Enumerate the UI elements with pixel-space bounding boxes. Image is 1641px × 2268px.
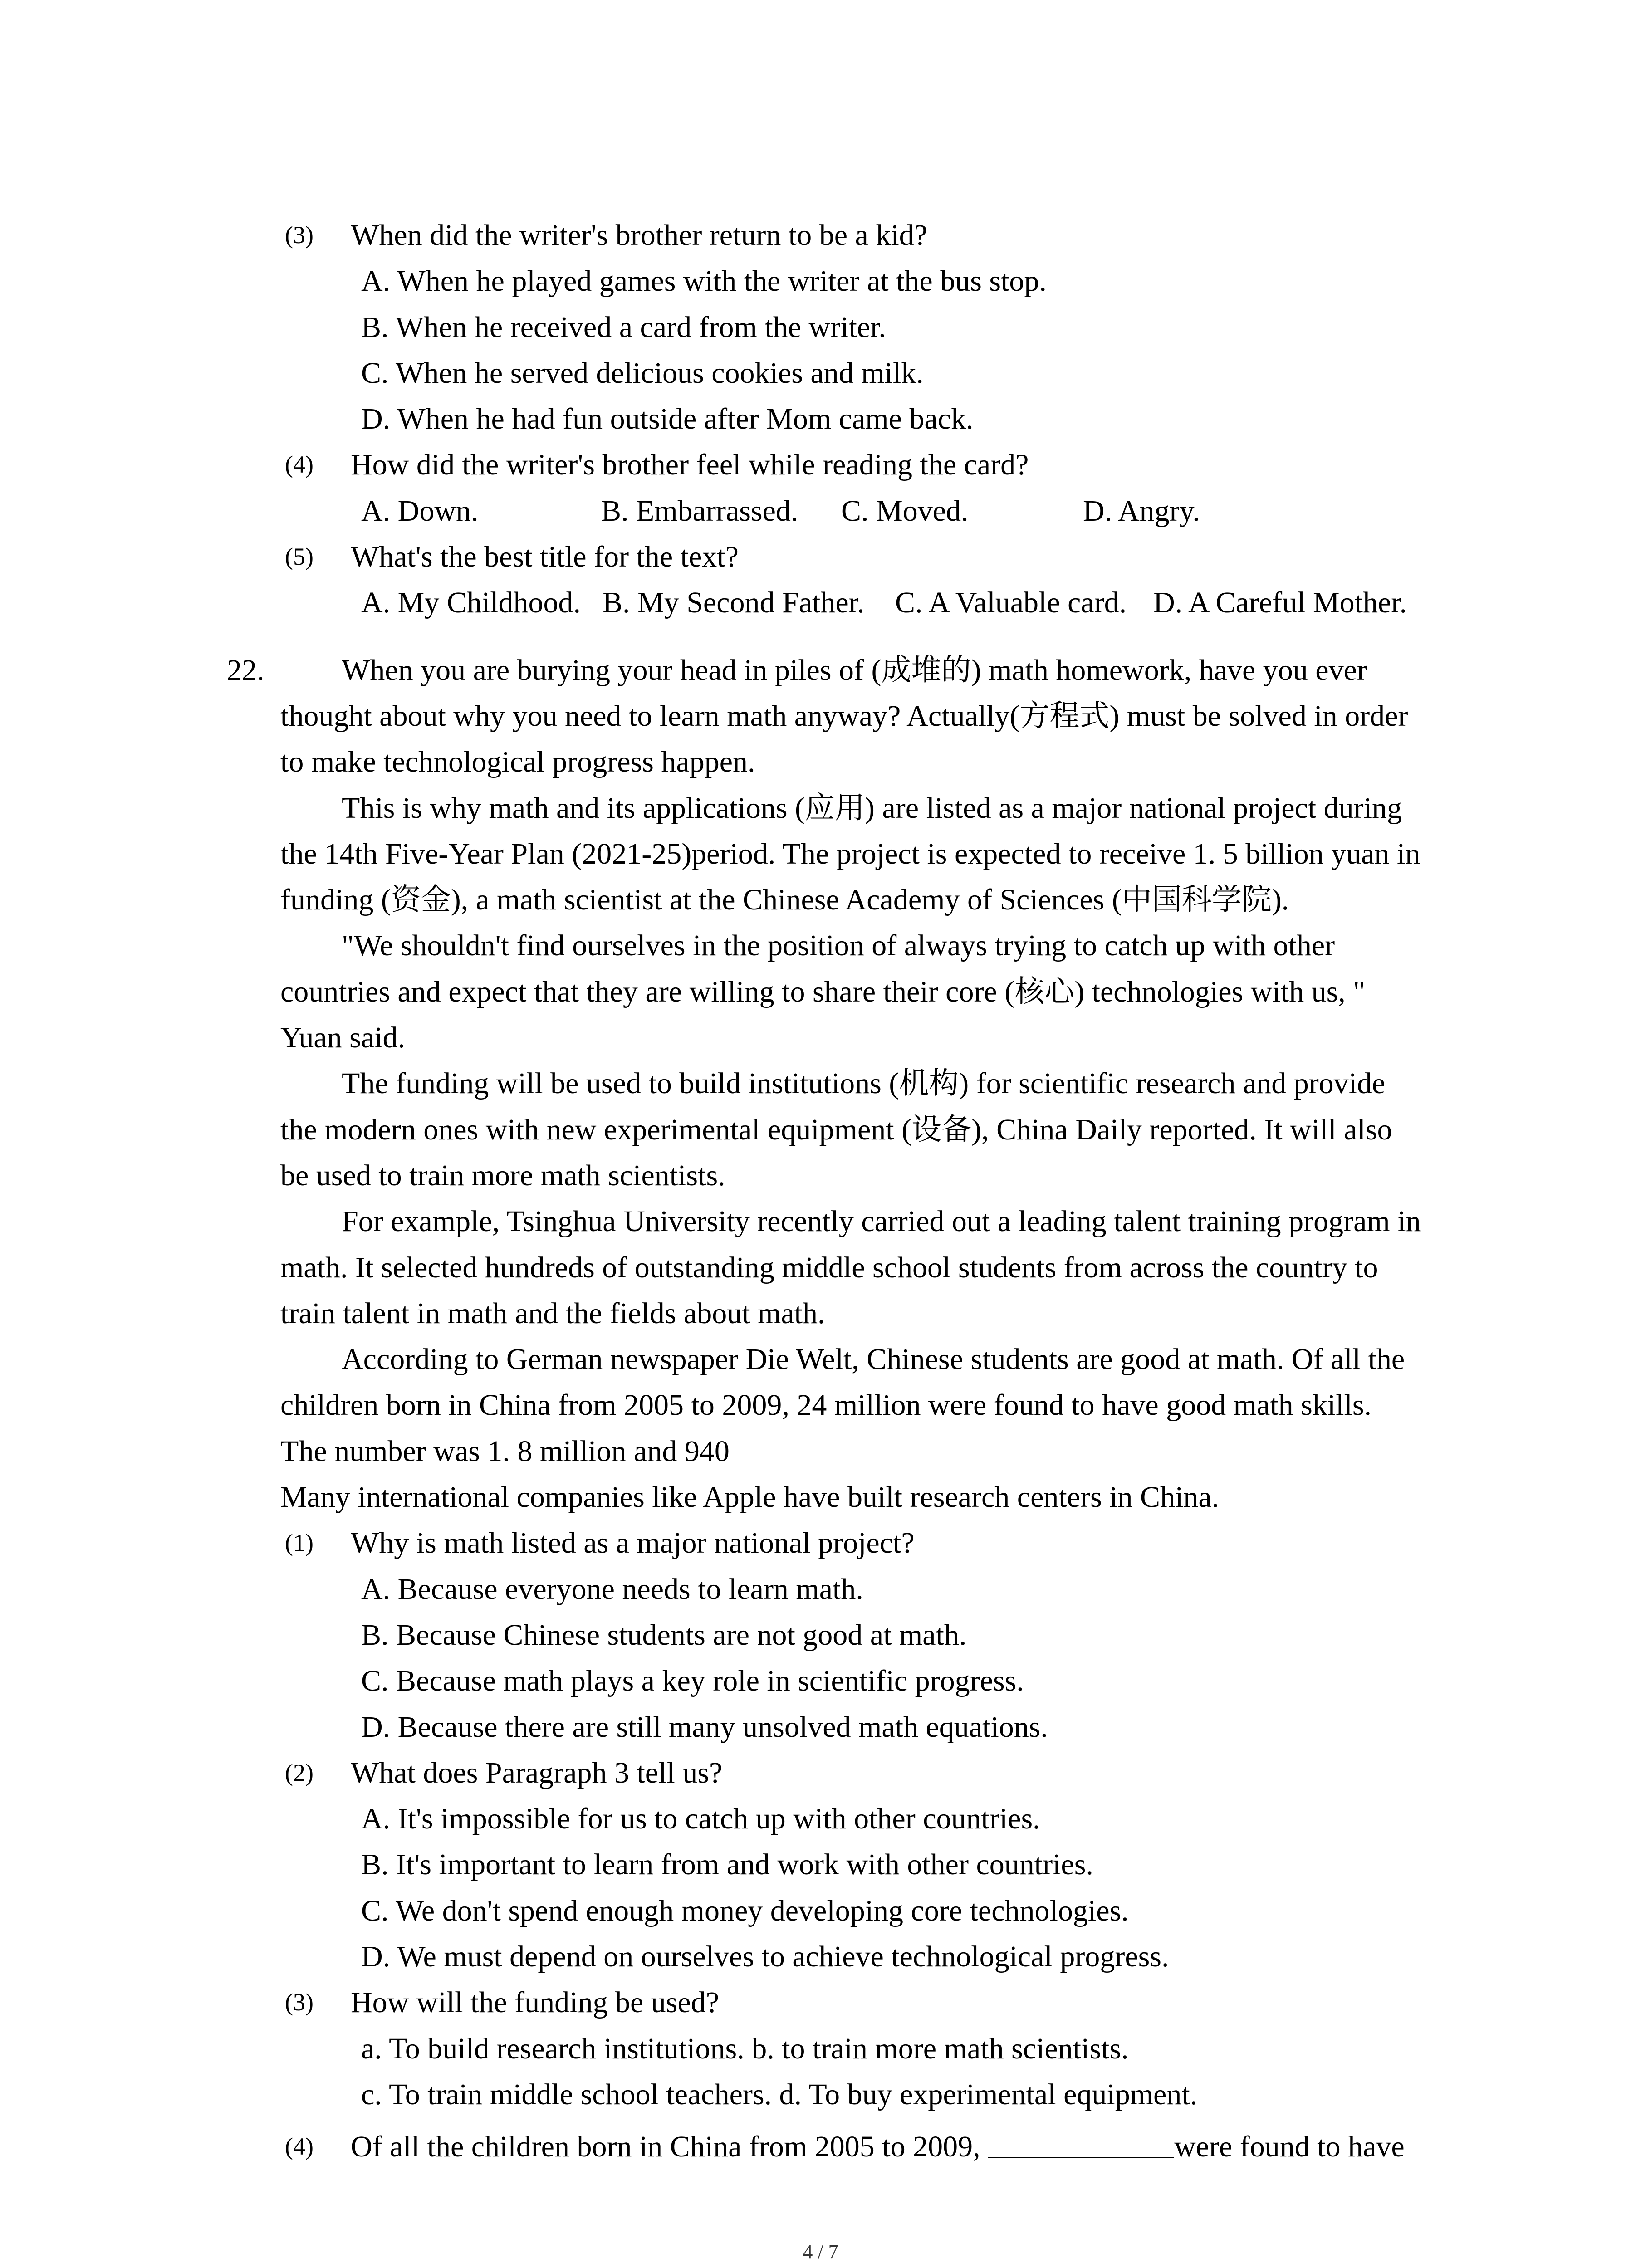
option-row xyxy=(0,580,1641,626)
option-row xyxy=(0,396,1641,442)
question-stem xyxy=(351,2124,1405,2170)
passage-text: Yuan said. xyxy=(280,1021,405,1055)
option-row xyxy=(0,2026,1641,2072)
passage-text: The funding will be used to build institutions (机构) for scientific research and provide xyxy=(342,1067,1386,1100)
question-stem: How will the funding be used? xyxy=(351,1986,720,2019)
question-number: 22. xyxy=(227,653,265,687)
stem-text-before: Of all the children born in China from 2005 to 2009, xyxy=(351,2130,988,2164)
option-a: A. My Childhood. xyxy=(361,586,581,620)
passage-line xyxy=(0,1428,1641,1474)
option-b: B. Embarrassed. xyxy=(601,494,798,528)
passage-text: For example, Tsinghua University recently carried out a leading talent training program in xyxy=(342,1205,1421,1238)
passage-text: children born in China from 2005 to 2009, 24 million were found to have good math skills. xyxy=(280,1388,1372,1422)
option-b: B. It's important to learn from and work with other countries. xyxy=(361,1848,1093,1882)
passage-line xyxy=(0,739,1641,785)
question-row xyxy=(0,534,1641,580)
passage-text: "We shouldn't find ourselves in the position of always trying to catch up with other xyxy=(342,929,1335,963)
option-c: C. Moved. xyxy=(841,494,969,528)
question-row xyxy=(0,2124,1641,2170)
question-number: (4) xyxy=(285,451,314,479)
passage-text: According to German newspaper Die Welt, Chinese students are good at math. Of all the xyxy=(342,1343,1405,1376)
passage-line xyxy=(0,1382,1641,1428)
question-stem: What does Paragraph 3 tell us? xyxy=(351,1756,723,1789)
option-row xyxy=(0,1842,1641,1887)
question-number: (2) xyxy=(285,1759,314,1786)
passage-line xyxy=(0,1474,1641,1520)
question-stem: How did the writer's brother feel while reading the card? xyxy=(351,448,1029,482)
passage-line xyxy=(0,1061,1641,1106)
question-number: (4) xyxy=(285,2133,314,2160)
option-c: C. Because math plays a key role in scientific progress. xyxy=(361,1664,1024,1698)
passage-text: When you are burying your head in piles of (成堆的) math homework, have you ever xyxy=(342,653,1367,687)
question-number: (3) xyxy=(285,221,314,249)
question-row xyxy=(0,1750,1641,1796)
option-d: D. Angry. xyxy=(1083,494,1200,528)
option-row xyxy=(0,258,1641,304)
option-a: A. Because everyone needs to learn math. xyxy=(361,1572,863,1606)
question-row xyxy=(0,1980,1641,2025)
page-content xyxy=(0,212,1641,2170)
passage-text: train talent in math and the fields about math. xyxy=(280,1296,825,1330)
passage-line xyxy=(0,1245,1641,1290)
option-cd: c. To train middle school teachers. d. To buy experimental equipment. xyxy=(361,2077,1198,2111)
passage-line xyxy=(0,1336,1641,1382)
option-row xyxy=(0,1566,1641,1612)
option-row xyxy=(0,1934,1641,1980)
option-row xyxy=(0,488,1641,534)
option-d: D. When he had fun outside after Mom came back. xyxy=(361,402,974,436)
option-a: A. When he played games with the writer at the bus stop. xyxy=(361,264,1047,298)
passage-text: countries and expect that they are willing to share their core (核心) technologies with us, " xyxy=(280,975,1366,1008)
option-row xyxy=(0,1796,1641,1842)
option-c: C. We don't spend enough money developing core technologies. xyxy=(361,1894,1129,1927)
question-number: (5) xyxy=(285,543,314,571)
passage-text: The number was 1. 8 million and 940 xyxy=(280,1434,730,1468)
option-d: D. A Careful Mother. xyxy=(1153,586,1407,620)
option-c: C. When he served delicious cookies and milk. xyxy=(361,356,924,390)
question-row xyxy=(0,212,1641,258)
stem-text-after: were found to have xyxy=(1174,2130,1405,2164)
question-number: (1) xyxy=(285,1529,314,1557)
question-stem: Why is math listed as a major national project? xyxy=(351,1526,915,1560)
option-c: C. A Valuable card. xyxy=(895,586,1127,620)
page-number: 4 / 7 xyxy=(803,2241,838,2263)
passage-line xyxy=(0,1290,1641,1336)
option-row xyxy=(0,1658,1641,1704)
option-ab: a. To build research institutions. b. to train more math scientists. xyxy=(361,2032,1129,2065)
passage-text: to make technological progress happen. xyxy=(280,745,755,779)
passage-line xyxy=(0,831,1641,877)
passage-text: thought about why you need to learn math anyway? Actually(方程式) must be solved in order xyxy=(280,699,1408,733)
passage-text: the modern ones with new experimental equipment (设备), China Daily reported. It will also xyxy=(280,1113,1392,1146)
passage-text: be used to train more math scientists. xyxy=(280,1158,725,1192)
option-b: B. My Second Father. xyxy=(603,586,865,620)
option-row xyxy=(0,2072,1641,2117)
option-b: B. Because Chinese students are not good at math. xyxy=(361,1618,967,1652)
passage-line xyxy=(0,969,1641,1015)
question-row xyxy=(0,1520,1641,1566)
passage-text: math. It selected hundreds of outstanding middle school students from across the country to xyxy=(280,1251,1378,1284)
passage-line xyxy=(0,1015,1641,1061)
option-a: A. It's impossible for us to catch up with other countries. xyxy=(361,1802,1040,1836)
option-b: B. When he received a card from the writer. xyxy=(361,310,886,344)
option-row xyxy=(0,1612,1641,1658)
passage-text: the 14th Five-Year Plan (2021-25)period. The project is expected to receive 1. 5 billion yuan in xyxy=(280,837,1421,870)
passage-text: Many international companies like Apple have built research centers in China. xyxy=(280,1481,1220,1514)
passage-line xyxy=(0,693,1641,739)
option-a: A. Down. xyxy=(361,494,479,528)
question-stem: When did the writer's brother return to be a kid? xyxy=(351,219,927,252)
question-stem: What's the best title for the text? xyxy=(351,540,739,574)
passage-line xyxy=(0,647,1641,693)
option-d: D. We must depend on ourselves to achieve technological progress. xyxy=(361,1940,1169,1973)
passage-line xyxy=(0,923,1641,968)
passage-line xyxy=(0,877,1641,923)
question-row xyxy=(0,442,1641,488)
passage-text: This is why math and its applications (应用) are listed as a major national project during xyxy=(342,791,1402,825)
option-row xyxy=(0,304,1641,350)
option-row xyxy=(0,1888,1641,1934)
option-row xyxy=(0,350,1641,396)
passage-line xyxy=(0,1107,1641,1153)
passage-line xyxy=(0,1153,1641,1198)
option-row xyxy=(0,1704,1641,1750)
question-number: (3) xyxy=(285,1989,314,2016)
passage-text: funding (资金), a math scientist at the Chinese Academy of Sciences (中国科学院). xyxy=(280,883,1289,917)
answer-blank xyxy=(988,2157,1174,2158)
passage-line xyxy=(0,785,1641,831)
option-d: D. Because there are still many unsolved math equations. xyxy=(361,1710,1048,1744)
passage-line xyxy=(0,1198,1641,1244)
